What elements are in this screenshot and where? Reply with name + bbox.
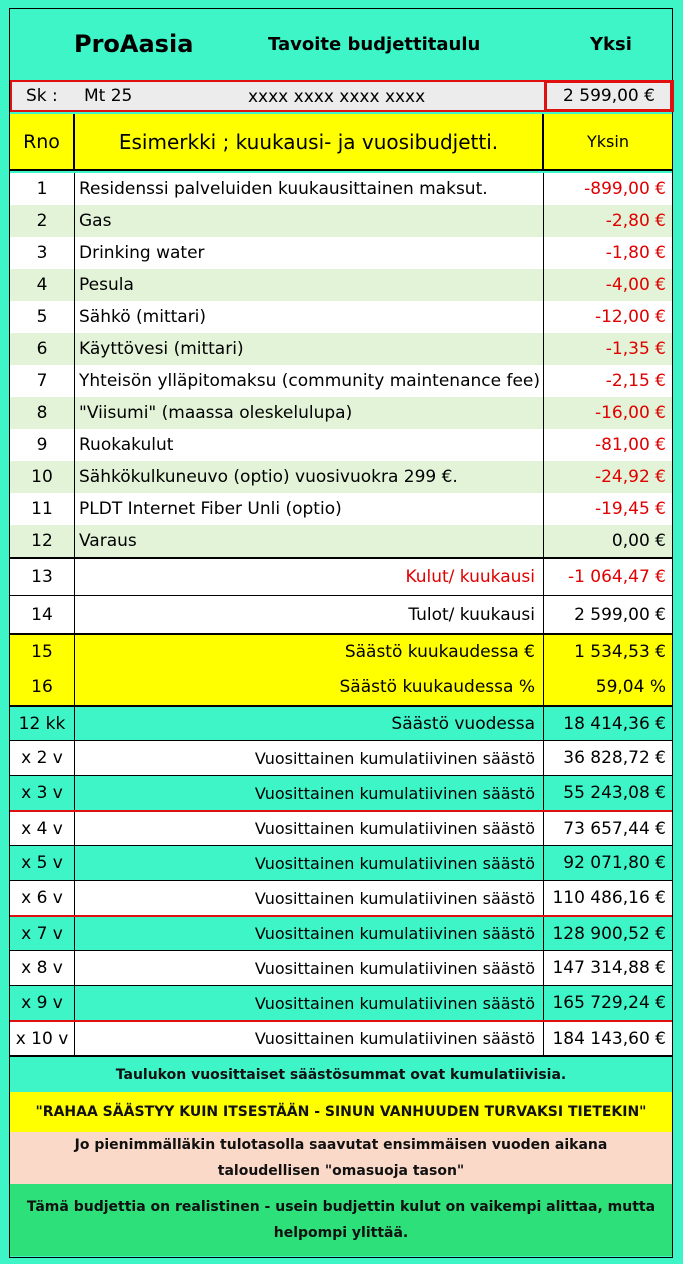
row-value: 59,04 % [595,677,666,697]
row-value: 184 143,60 € [552,1028,666,1049]
expense-row [10,429,672,461]
yearly-row [10,775,672,810]
note-slogan: "RAHAA SÄÄSTYY KUIN ITSESTÄÄN - SINUN VANHUUDEN TURVAKSI TIETEKIN" [10,1092,672,1132]
row-value: -19,45 € [594,499,666,519]
mode-label: Yksi [590,34,632,55]
row-description: Drinking water [75,237,544,269]
row-description: Käyttövesi (mittari) [75,333,544,365]
row-value: -24,92 € [594,467,666,487]
row-number: 11 [10,493,75,525]
row-number: 1 [10,173,75,205]
note-realistic: Tämä budjettia on realistinen - usein budjettin kulut on vaikempi alittaa, mutta helpompi ylittää. [10,1184,672,1256]
row-value: 92 071,80 € [563,853,666,873]
row-description: Vuosittainen kumulatiivinen säästö [75,846,544,880]
row-description: Vuosittainen kumulatiivinen säästö [75,881,544,915]
expense-row [10,397,672,429]
savings-row [10,633,672,669]
row-description: Vuosittainen kumulatiivinen säästö [75,917,544,950]
row-number: x 9 v [10,986,75,1020]
row-number: 3 [10,237,75,269]
row-description: Vuosittainen kumulatiivinen säästö [75,1022,544,1055]
brand-title: ProAasia [74,30,194,58]
total-row [10,557,672,595]
row-value: -1,35 € [605,339,666,359]
row-value: 110 486,16 € [552,888,666,908]
row-description: Vuosittainen kumulatiivinen säästö [75,741,544,775]
note-lowest-income: Jo pienimmälläkin tulotasolla saavutat ensimmäisen vuoden aikana taloudellisen "omasuoja tason" [10,1132,672,1184]
row-value: -2,80 € [605,211,666,231]
row-value: 73 657,44 € [563,818,666,839]
row-number: 4 [10,269,75,301]
expense-row [10,301,672,333]
row-value: -4,00 € [605,275,666,295]
row-value: 55 243,08 € [563,783,666,803]
expense-row [10,269,672,301]
row-value: 147 314,88 € [552,958,666,978]
row-description: Vuosittainen kumulatiivinen säästö [75,776,544,810]
header-val: Yksin [587,132,629,151]
yearly-row [10,985,672,1020]
row-value: -81,00 € [594,435,666,455]
row-number: 9 [10,429,75,461]
yearly-row [10,1020,672,1055]
row-description: Kulut/ kuukausi [75,559,544,595]
row-description: Säästö vuodessa [75,707,544,740]
row-value: -1 064,47 € [567,567,666,587]
row-value: 18 414,36 € [563,713,666,734]
row-number: x 7 v [10,917,75,950]
yearly-row [10,845,672,880]
row-number: 16 [10,669,75,705]
expense-row [10,173,672,205]
row-description: Vuosittainen kumulatiivinen säästö [75,812,544,845]
row-description: Vuosittainen kumulatiivinen säästö [75,951,544,985]
account-number: xxxx xxxx xxxx xxxx [248,87,426,107]
row-description: Residenssi palveluiden kuukausittainen maksut. [75,173,544,205]
row-description: Vuosittainen kumulatiivinen säästö [75,986,544,1020]
yearly-row [10,880,672,915]
row-number: 15 [10,635,75,669]
row-number: x 4 v [10,812,75,845]
row-description: Säästö kuukaudessa % [75,669,544,705]
row-number: x 3 v [10,776,75,810]
row-number: 13 [10,559,75,595]
row-number: 7 [10,365,75,397]
account-amount: 2 599,00 € [544,80,674,112]
row-value: -1,80 € [605,243,666,263]
row-description: PLDT Internet Fiber Unli (optio) [75,493,544,525]
row-value: -899,00 € [584,179,666,199]
page-title: Tavoite budjettitaulu [268,34,481,55]
row-number: 6 [10,333,75,365]
table-bottom-rule [10,1055,672,1057]
expense-row [10,333,672,365]
row-value: -16,00 € [594,403,666,423]
row-value: 36 828,72 € [563,748,666,768]
row-description: Yhteisön ylläpitomaksu (community maintenance fee) [75,365,544,397]
expense-row [10,493,672,525]
row-description: Säästö kuukaudessa € [75,635,544,669]
row-number: x 8 v [10,951,75,985]
yearly-row [10,915,672,950]
row-number: 2 [10,205,75,237]
row-number: 10 [10,461,75,493]
row-description: Sähkökulkuneuvo (optio) vuosivuokra 299 €. [75,461,544,493]
header-no: Rno [10,114,75,169]
yearly-row [10,950,672,985]
row-number: 14 [10,596,75,633]
total-row [10,595,672,633]
savings-row [10,669,672,705]
row-number: 12 kk [10,707,75,740]
expense-row [10,525,672,557]
account-row [10,80,672,112]
yearly-row [10,705,672,740]
row-description: Tulot/ kuukausi [75,596,544,633]
row-description: Sähkö (mittari) [75,301,544,333]
row-number: x 5 v [10,846,75,880]
yearly-row [10,740,672,775]
row-value: 128 900,52 € [552,923,666,944]
row-value: 165 729,24 € [552,993,666,1013]
row-description: Pesula [75,269,544,301]
row-value: 1 534,53 € [574,642,666,662]
row-number: x 10 v [10,1022,75,1055]
row-description: Gas [75,205,544,237]
note-cumulative: Taulukon vuosittaiset säästösummat ovat kumulatiivisia. [10,1058,672,1092]
row-value: -2,15 € [605,371,666,391]
row-number: 12 [10,525,75,557]
row-description: "Viisumi" (maassa oleskelulupa) [75,397,544,429]
table-header [10,114,672,171]
expense-row [10,461,672,493]
row-description: Ruokakulut [75,429,544,461]
row-value: 2 599,00 € [574,604,666,625]
row-value: 0,00 € [611,531,666,551]
row-number: 5 [10,301,75,333]
row-number: x 2 v [10,741,75,775]
row-description: Varaus [75,525,544,557]
expense-row [10,237,672,269]
expense-row [10,365,672,397]
yearly-row [10,810,672,845]
row-number: 8 [10,397,75,429]
row-number: x 6 v [10,881,75,915]
header-desc: Esimerkki ; kuukausi- ja vuosibudjetti. [75,114,544,169]
expense-row [10,205,672,237]
account-label: Sk : [26,86,58,106]
row-value: -12,00 € [594,307,666,327]
account-code: Mt 25 [84,86,133,106]
